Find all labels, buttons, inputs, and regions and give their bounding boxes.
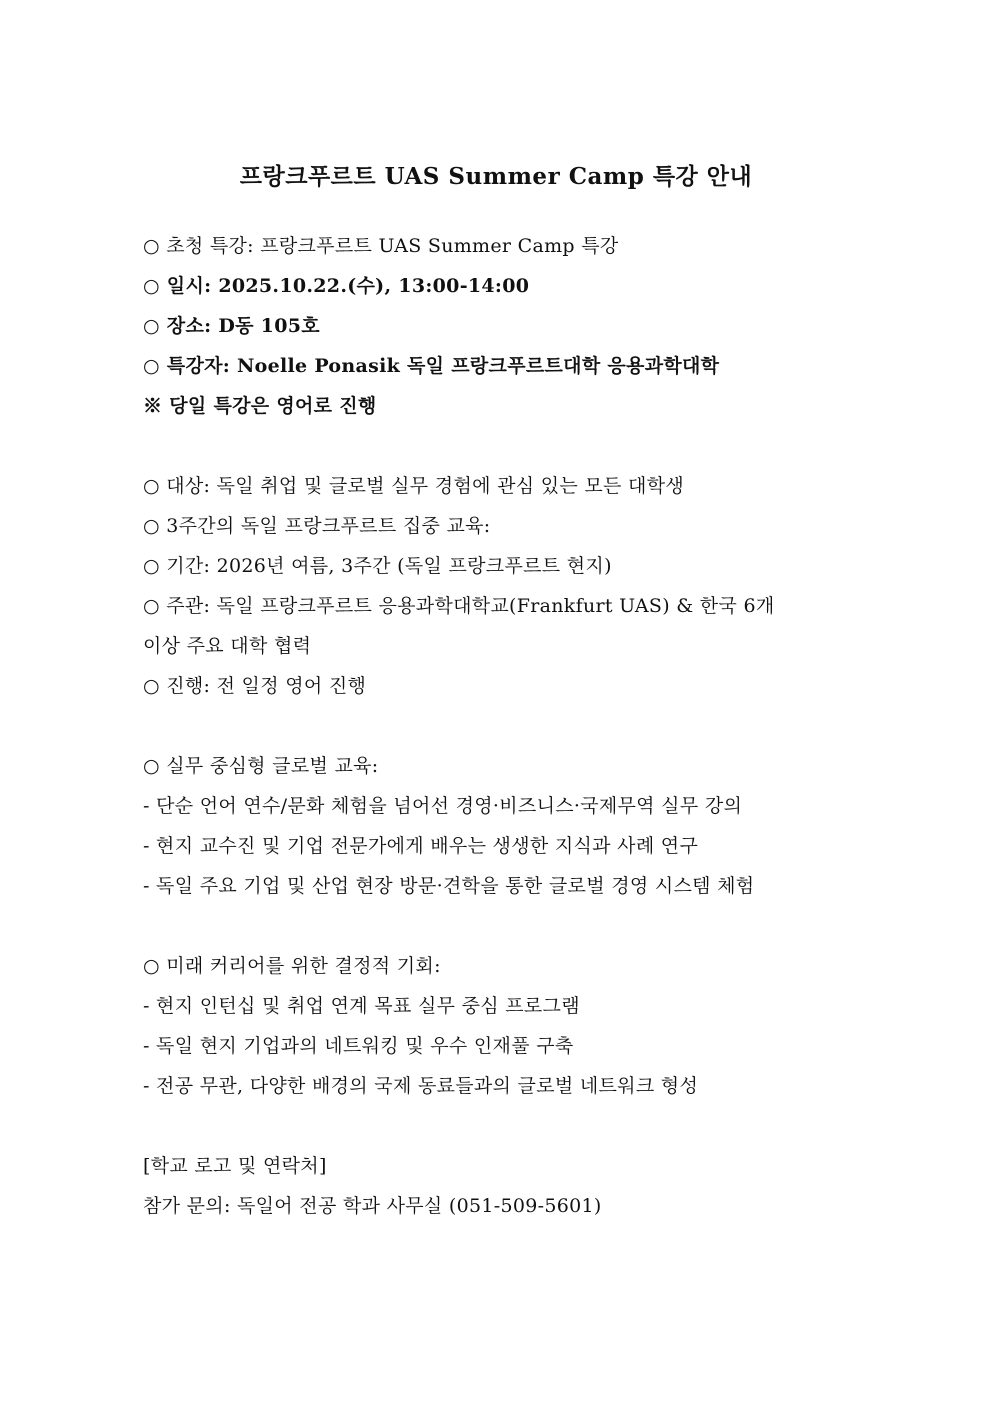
spacer	[143, 706, 863, 746]
lecture-datetime-line: ○ 일시: 2025.10.22.(수), 13:00-14:00	[143, 275, 530, 297]
organizer-line: ○ 주관: 독일 프랑크푸르트 응용과학대학교(Frankfurt UAS) & 한국 6개	[143, 595, 775, 617]
lecture-location-line: ○ 장소: D동 105호	[143, 315, 320, 337]
career-opportunity-item: - 전공 무관, 다양한 배경의 국제 동료들과의 글로벌 네트워크 형성	[143, 1075, 699, 1097]
organizer-line-continued: 이상 주요 대학 협력	[143, 635, 312, 657]
spacer	[143, 426, 863, 466]
progress-language-line: ○ 진행: 전 일정 영어 진행	[143, 675, 367, 697]
document-title: 프랑크푸르트 UAS Summer Camp 특강 안내	[239, 163, 753, 190]
spacer	[143, 906, 863, 946]
lecturer-line: ○ 특강자: Noelle Ponasik 독일 프랑크푸르트대학 응용과학대학	[143, 355, 720, 377]
practical-education-item: - 독일 주요 기업 및 산업 현장 방문·견학을 통한 글로벌 경영 시스템 체험	[143, 875, 755, 897]
language-note-line: ※ 당일 특강은 영어로 진행	[143, 395, 377, 417]
career-opportunity-heading: ○ 미래 커리어를 위한 결정적 기회:	[143, 955, 441, 977]
practical-education-item: - 단순 언어 연수/문화 체험을 넘어선 경영·비즈니스·국제무역 실무 강의	[143, 795, 743, 817]
document-body	[143, 226, 863, 1226]
period-line: ○ 기간: 2026년 여름, 3주간 (독일 프랑크푸르트 현지)	[143, 555, 612, 577]
practical-education-heading: ○ 실무 중심형 글로벌 교육:	[143, 755, 379, 777]
intensive-education-line: ○ 3주간의 독일 프랑크푸르트 집중 교육:	[143, 515, 491, 537]
lecture-name-line: ○ 초청 특강: 프랑크푸르트 UAS Summer Camp 특강	[143, 235, 619, 257]
target-line: ○ 대상: 독일 취업 및 글로벌 실무 경험에 관심 있는 모든 대학생	[143, 475, 685, 497]
spacer	[143, 1106, 863, 1146]
logo-contact-placeholder: [학교 로고 및 연락처]	[143, 1155, 327, 1177]
practical-education-item: - 현지 교수진 및 기업 전문가에게 배우는 생생한 지식과 사례 연구	[143, 835, 699, 857]
career-opportunity-item: - 독일 현지 기업과의 네트워킹 및 우수 인재풀 구축	[143, 1035, 574, 1057]
contact-info-line: 참가 문의: 독일어 전공 학과 사무실 (051-509-5601)	[143, 1195, 602, 1217]
career-opportunity-item: - 현지 인턴십 및 취업 연계 목표 실무 중심 프로그램	[143, 995, 580, 1017]
